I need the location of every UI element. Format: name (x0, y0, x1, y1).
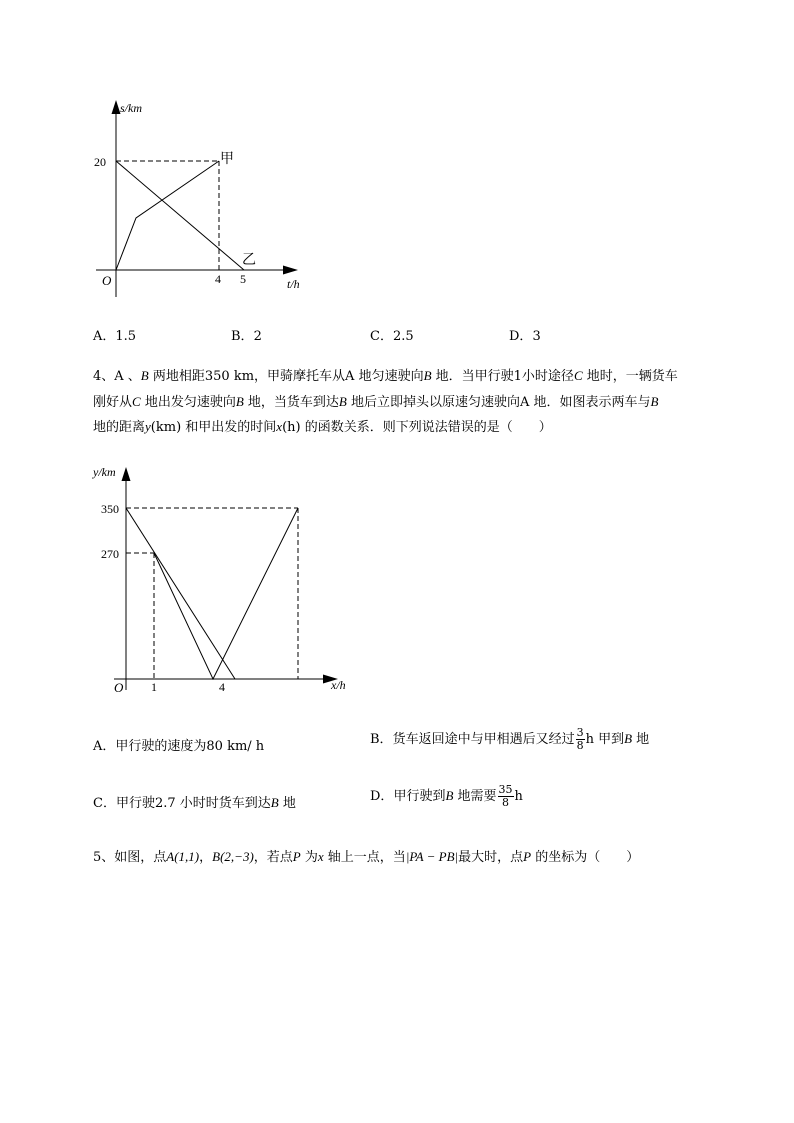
x-tick-4: 4 (219, 680, 225, 694)
x-axis-label: x/h (331, 678, 346, 692)
x-axis-label: t/h (287, 277, 300, 291)
q5-question: 5、如图，点A(1,1)，B(2,−3)，若点P 为x 轴上一点，当|PA − PB|最大时，点P 的坐标为（ ） (93, 849, 640, 865)
y-tick-20: 20 (94, 155, 106, 169)
x-axis-arrow (283, 266, 298, 275)
q4-option-a[interactable]: A．甲行驶的速度为80 km/ h (93, 739, 265, 754)
x-tick-4: 4 (215, 272, 221, 286)
q4-option-d[interactable]: D．甲行驶到B 地需要 $\frac{35}{8}$ h (370, 783, 523, 809)
q3-option-d[interactable]: D．3 (509, 329, 541, 344)
q4-option-c[interactable]: C．甲行驶2.7 小时时货车到达B 地 (93, 795, 296, 811)
y-axis-arrow (122, 467, 131, 481)
label-yi: 乙 (242, 253, 256, 268)
x-tick-1: 1 (151, 680, 157, 694)
x-tick-5: 5 (240, 272, 246, 286)
q4-option-b[interactable]: B．货车返回途中与甲相遇后又经过 $\frac{3}{8}$ h 甲到B 地 (370, 726, 650, 752)
q3-option-b[interactable]: B．2 (231, 329, 262, 344)
line-jia (116, 161, 219, 270)
y-tick-350: 350 (101, 502, 119, 516)
fraction-35-8: $\frac{35}{8}$ (498, 783, 513, 809)
y-axis-label: y/km (93, 465, 116, 479)
q4-line-3: 地的距离y(km) 和甲出发的时间x(h) 的函数关系．则下列说法错误的是（ ） (93, 419, 552, 435)
origin-label: O (102, 273, 112, 288)
graph-1 (88, 92, 318, 302)
line-jia (126, 508, 235, 679)
q3-option-a[interactable]: A．1.5 (93, 329, 137, 344)
q4-line-1: 4、A 、B 两地相距350 km，甲骑摩托车从A 地匀速驶向B 地．当甲行驶1小时途径C 地时，一辆货车 (93, 368, 678, 384)
label-jia: 甲 (220, 152, 234, 167)
y-tick-270: 270 (101, 547, 119, 561)
q4-line-2: 刚好从C 地出发匀速驶向B 地，当货车到达B 地后立即掉头以原速匀速驶向A 地．如图表示两车与B (93, 394, 659, 410)
line-truck (154, 508, 298, 679)
y-axis-label: s/km (120, 101, 142, 115)
fraction-3-8: $\frac{3}{8}$ (576, 726, 584, 752)
q3-option-c[interactable]: C．2.5 (370, 329, 414, 344)
origin-label: O (114, 680, 124, 695)
line-yi (116, 161, 244, 270)
graph-2 (88, 460, 358, 700)
